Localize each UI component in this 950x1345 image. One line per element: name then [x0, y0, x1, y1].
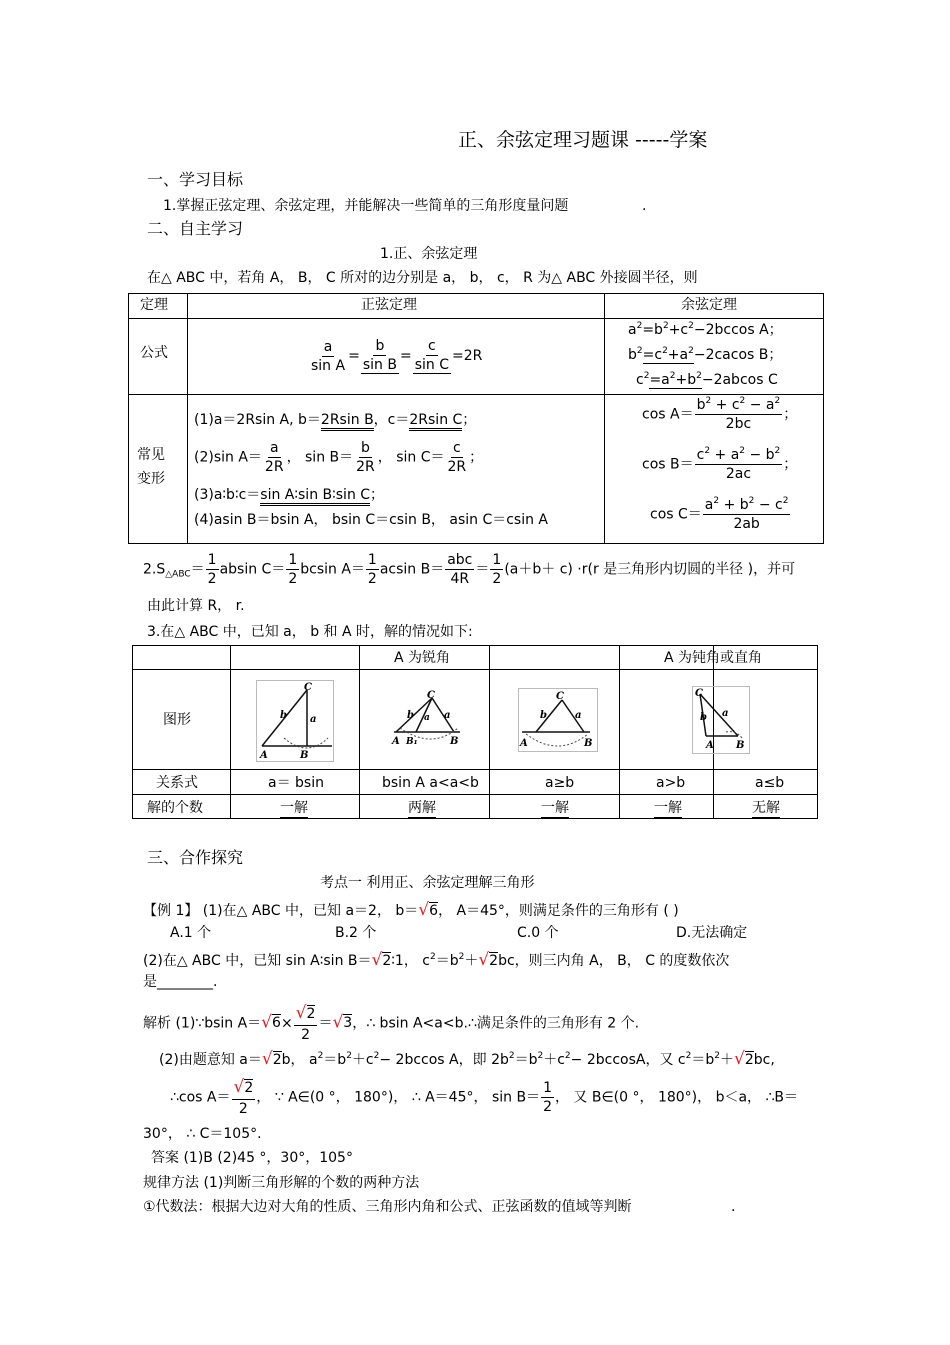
count-5: 无解 — [752, 800, 780, 816]
fig4-a: a — [722, 708, 729, 719]
fig4-A: A — [706, 740, 714, 751]
count-1: 一解 — [280, 800, 308, 816]
relation-2: bsin A a<a<b — [382, 775, 479, 791]
row-label-formula: 公式 — [140, 345, 168, 361]
fig4-C: C — [695, 688, 703, 699]
fig1-b: b — [280, 710, 287, 721]
variant-2: (2)sin A＝ $\frac{a}{2R}$ ， sin B＝ $\frac{b}{2R}$ ， sin C＝ $\frac{c}{2R}$ ； — [194, 440, 484, 476]
area-formula: $2.S_{\triangle ABC}=$ $\frac{1}{2}$ absin C＝ $\frac{1}{2}$ bcsin A＝ $\frac{1}{2}$ acsin B＝ $\frac{\text{abc}}{4R}$ ＝ $\frac{1}{2}$ (a＋b＋ c) ·r(r 是三角形内切圆的半径 )，并可 — [143, 552, 796, 588]
header-sine-law: 正弦定理 — [361, 297, 417, 313]
option-a: A.1 个 — [170, 925, 212, 941]
section-heading-self-study: 二、自主学习 — [147, 219, 244, 238]
variant-1: (1)a＝2Rsin A, b＝2Rsin B，c＝2Rsin C； — [194, 412, 476, 429]
intro-text: 在△ ABC 中，若角 A， B， C 所对的边分别是 a， b， c， R 为△ ABC 外接圆半径，则 — [147, 270, 698, 286]
fig1-a: a — [310, 714, 317, 725]
cosine-law-b: $b^2=c^2+a^2-2cacos$ B； — [628, 346, 783, 363]
row-label-variants-1: 常见 — [137, 447, 165, 463]
method-period: . — [731, 1199, 736, 1215]
example-1-blank: 是________. — [143, 974, 218, 990]
fig2-a2: a — [444, 710, 451, 721]
relation-1: a＝ bsin — [268, 775, 324, 791]
fig4-B: B — [736, 740, 745, 751]
figure-one-solution-ge — [518, 688, 598, 752]
cos-c-formula: cos C＝ $\frac{a^2 + b^2 - c^2}{2ab}$ — [650, 496, 789, 533]
count-4: 一解 — [654, 800, 682, 816]
topic-heading: 考点一 利用正、余弦定理解三角形 — [320, 875, 535, 891]
fig2-a1: a — [424, 713, 430, 723]
row-label-variants-2: 变形 — [137, 471, 165, 487]
analysis-line-3: ∴cos A＝ $\frac{√2}{2}$ ， ∵ A∈(0 °， 180°)， ∴ A＝45°， sin B＝ $\frac{1}{2}$ ， 又 B∈(0 °， 180°)， b＜a， ∴B＝ — [170, 1077, 799, 1117]
fig2-B: B — [450, 736, 459, 747]
option-d: D.无法确定 — [676, 925, 748, 941]
fig2-C: C — [427, 690, 435, 701]
count-2: 两解 — [408, 800, 436, 816]
fig1-B: B — [300, 750, 309, 761]
section-heading-explore: 三、合作探究 — [147, 848, 244, 867]
row-label-figure: 图形 — [163, 712, 191, 728]
relation-4: a>b — [656, 775, 686, 791]
analysis-line-4: 30°， ∴ C＝105°. — [143, 1126, 262, 1142]
header-acute: A 为锐角 — [394, 650, 451, 666]
cos-b-formula: cos B＝ $\frac{c^2 + a^2 - b^2}{2ac}$ ； — [642, 446, 798, 483]
variant-3: (3)a∶b∶c＝sin A∶sin B∶sin C； — [194, 487, 384, 504]
count-3: 一解 — [541, 800, 569, 816]
fig3-C: C — [556, 691, 564, 702]
section-heading-goals: 一、学习目标 — [147, 170, 244, 189]
cosine-law-c: $c^2=a^2+b^2-2abcos$ C — [636, 371, 778, 388]
cosine-law-a: $a^2=b^2+c^2-2bccos$ A； — [628, 321, 783, 338]
header-theorem: 定理 — [140, 297, 168, 313]
rule-line: 规律方法 (1)判断三角形解的个数的两种方法 — [143, 1175, 420, 1191]
fig1-C: C — [304, 682, 312, 693]
option-b: B.2 个 — [335, 925, 377, 941]
answer-line: 答案 (1)B (2)45 °，30°，105° — [151, 1150, 353, 1166]
relation-5: a≤b — [755, 775, 785, 791]
fig4-b: b — [700, 712, 707, 723]
fig1-A: A — [260, 750, 268, 761]
subheading-theorems: 1.正、余弦定理 — [380, 246, 478, 262]
page-title: 正、余弦定理习题课 -----学案 — [458, 129, 708, 151]
header-cosine-law: 余弦定理 — [681, 297, 737, 313]
relation-3: a≥b — [545, 775, 575, 791]
row-label-count: 解的个数 — [147, 800, 203, 816]
analysis-line-1: 解析 (1)∵bsin A＝√6× $\frac{√2}{2}$ ＝√3，∴ bsin A<a<b.∴满足条件的三角形有 2 个. — [143, 1003, 640, 1043]
example-1-part-1: 【例 1】 (1)在△ ABC 中，已知 a＝2， b＝√6， A＝45°，则满足条件的三角形有 ( ) — [143, 900, 679, 920]
figure-one-solution-right — [256, 680, 334, 762]
variant-4: (4)asin B＝bsin A， bsin C＝csin B， asin C＝csin A — [194, 512, 549, 528]
fig3-a: a — [575, 710, 582, 721]
analysis-line-2: (2)由题意知 a＝√2b， $a^2=b^2+c^2- 2bccos$ A，即 $2b^2=b^2+c^2- 2bccosA$，又 $c^2=b^2+√2bc$, — [159, 1049, 775, 1069]
area-note: 由此计算 R， r. — [147, 598, 245, 614]
figure-obtuse — [692, 686, 750, 754]
fig3-A: A — [520, 738, 528, 749]
subheading-cases: 3.在△ ABC 中，已知 a， b 和 A 时，解的情况如下: — [147, 624, 473, 640]
fig3-B: B — [584, 738, 593, 749]
fig2-B1: B₁ — [406, 737, 418, 747]
sine-law-formula: $\frac{a}{\text{sin A}}$ = $\frac{b}{\text{sin B}}$ = $\frac{c}{\text{sin C}}$ =2R — [311, 338, 483, 374]
fig2-A: A — [392, 736, 400, 747]
fig2-b: b — [407, 710, 414, 721]
option-c: C.0 个 — [517, 925, 559, 941]
fig3-b: b — [540, 710, 547, 721]
method-line: ①代数法：根据大边对大角的性质、三角形内角和公式、正弦函数的值域等判断 — [143, 1199, 632, 1215]
header-obtuse: A 为钝角或直角 — [664, 650, 763, 666]
cos-a-formula: cos A＝ $\frac{b^2 + c^2 - a^2}{2bc}$ ； — [642, 396, 798, 433]
figure-two-solutions — [390, 688, 464, 752]
goal-item: 1.掌握正弦定理、余弦定理，并能解决一些简单的三角形度量问题 — [163, 198, 569, 214]
example-1-part-2: (2)在△ ABC 中，已知 sin A∶sin B＝√2∶1， $c^2=b^2+√2bc$，则三内角 A， B， C 的度数依次 — [143, 950, 730, 970]
row-label-relation: 关系式 — [156, 775, 198, 791]
goal-period: . — [642, 198, 647, 214]
